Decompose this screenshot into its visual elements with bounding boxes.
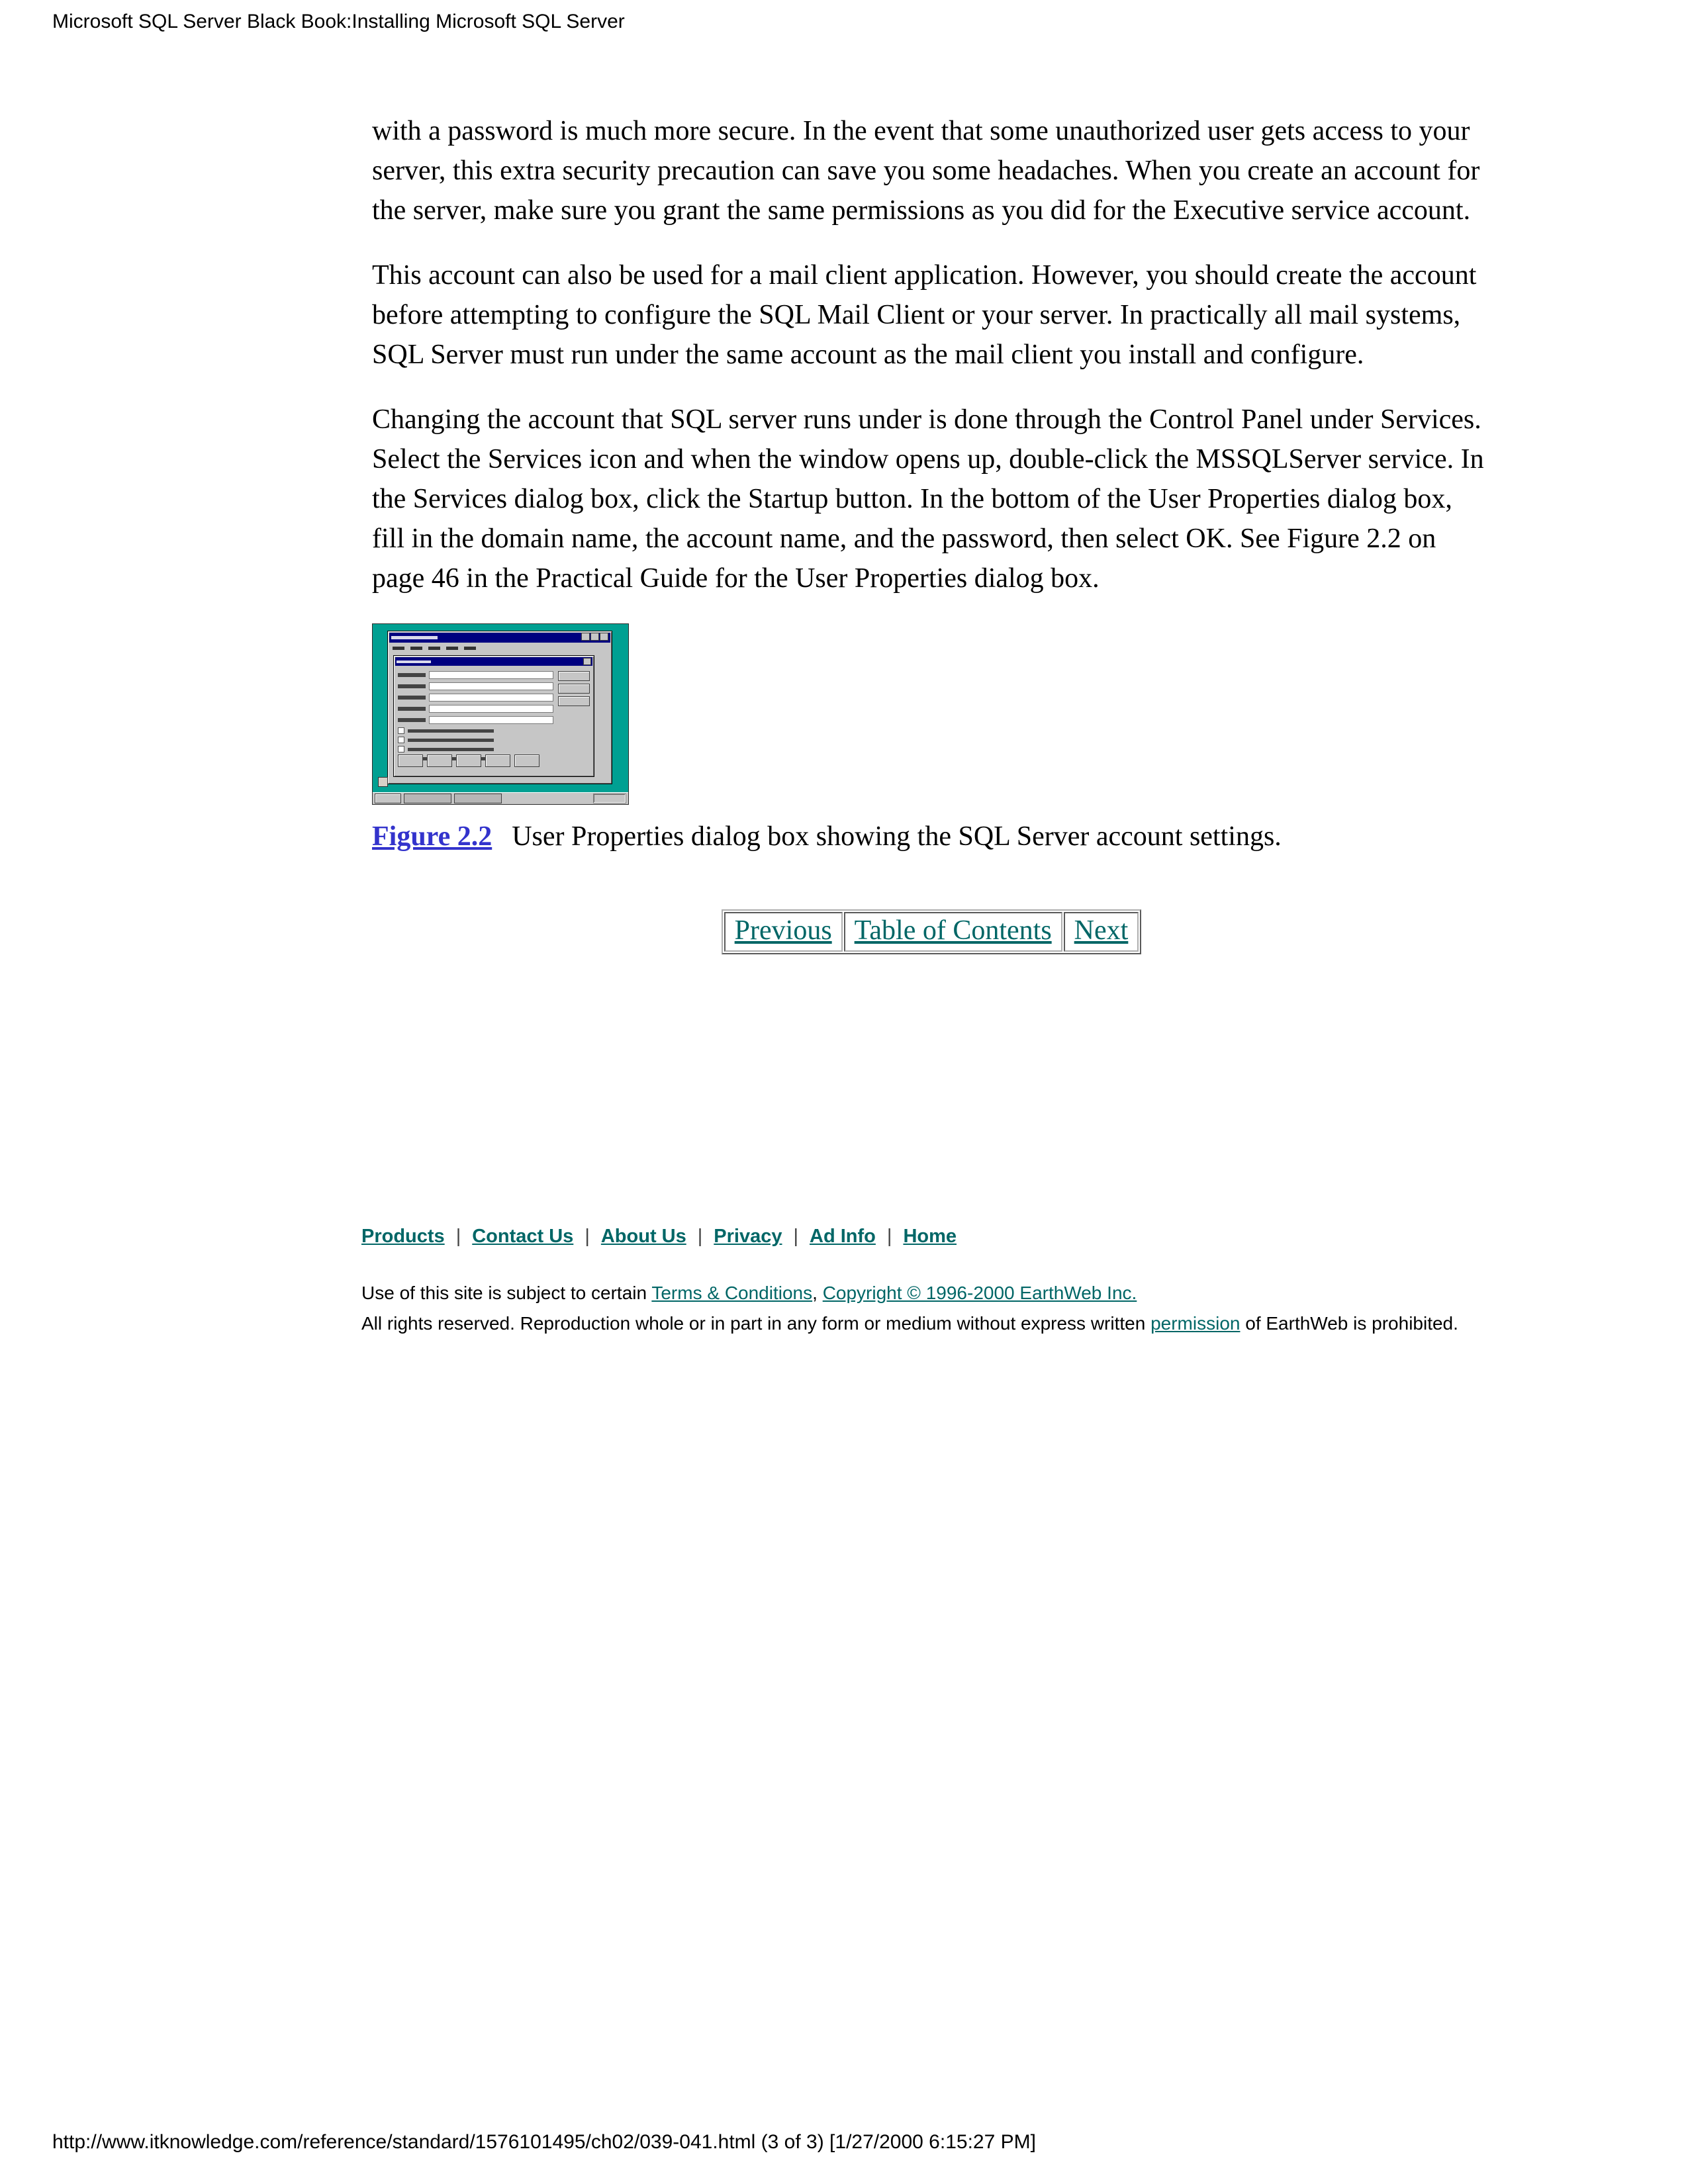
separator: | — [697, 1226, 703, 1247]
table-of-contents-link[interactable]: Table of Contents — [854, 915, 1052, 946]
thumb-task-button — [454, 794, 502, 803]
figure-link[interactable]: Figure 2.2 — [372, 821, 492, 852]
paragraph-2: This account can also be used for a mail client application. However, you should create the account before attempting to configure the SQL Mail Client or your server. In practically all mail systems, SQL Server must run under the same account as the mail client you install and configure. — [372, 260, 1477, 370]
site-footer — [361, 1226, 1593, 1339]
footer-link-products[interactable]: Products — [361, 1226, 445, 1247]
separator: | — [886, 1226, 892, 1247]
thumb-dialog-title — [397, 660, 431, 663]
legal-text-segment-1: Use of this site is subject to certain — [361, 1283, 652, 1303]
footer-link-about-us[interactable]: About Us — [600, 1226, 686, 1247]
figure-block — [372, 623, 1491, 856]
thumb-desktop-icon — [378, 777, 388, 787]
thumb-dialog-buttons — [558, 671, 590, 706]
footer-links — [361, 1226, 1593, 1248]
paragraph-1: with a password is much more secure. In the event that some unauthorized user gets access to your server, this extra security precaution can save you some headaches. When you create an account for the server, make sure you grant the same permissions as you did for the Executive service account. — [372, 116, 1480, 226]
previous-link[interactable]: Previous — [734, 915, 832, 946]
nav-cell-toc — [844, 912, 1062, 952]
thumb-window-controls — [581, 632, 608, 644]
figure-thumbnail[interactable] — [372, 623, 629, 805]
footer-link-home[interactable]: Home — [903, 1226, 957, 1247]
nav-cell-next — [1064, 912, 1139, 952]
thumb-menubar — [389, 644, 610, 652]
legal-text-segment-2: , — [812, 1283, 823, 1303]
footer-link-ad-info[interactable]: Ad Info — [810, 1226, 876, 1247]
thumb-checkbox-row — [398, 737, 590, 743]
document-title: Microsoft SQL Server Black Book:Installing Microsoft SQL Server — [52, 11, 625, 32]
footer-link-contact-us[interactable]: Contact Us — [472, 1226, 574, 1247]
thumb-field-row — [398, 671, 553, 679]
figure-caption-text: User Properties dialog box showing the SQL Server account settings. — [512, 821, 1282, 852]
thumb-start-button — [375, 794, 401, 803]
thumb-field-row — [398, 716, 553, 724]
thumb-user-properties-dialog — [393, 655, 594, 777]
thumb-window — [387, 631, 612, 784]
thumb-checkbox-row — [398, 746, 590, 752]
permission-link[interactable]: permission — [1150, 1313, 1241, 1334]
footer-link-privacy[interactable]: Privacy — [714, 1226, 782, 1247]
thumb-task-button — [404, 794, 451, 803]
nav-cell-previous — [724, 912, 843, 952]
thumb-window-title — [391, 636, 438, 639]
thumb-taskbar — [373, 792, 628, 804]
separator: | — [585, 1226, 590, 1247]
terms-and-conditions-link[interactable]: Terms & Conditions — [651, 1283, 813, 1303]
copyright-link[interactable]: Copyright © 1996-2000 EarthWeb Inc. — [822, 1283, 1137, 1303]
thumb-dialog-body — [394, 667, 594, 771]
main-content — [372, 111, 1491, 954]
thumb-field-row — [398, 705, 553, 713]
thumb-dialog-titlebar — [395, 657, 592, 666]
figure-caption — [372, 817, 1444, 856]
next-link[interactable]: Next — [1074, 915, 1129, 946]
thumb-system-tray — [593, 794, 626, 803]
nav-table — [722, 909, 1142, 954]
thumb-field-row — [398, 694, 553, 702]
thumb-close-icon — [583, 658, 591, 665]
thumb-window-titlebar — [389, 633, 610, 643]
pagination-nav — [372, 909, 1491, 954]
thumb-checkbox-row — [398, 727, 590, 734]
legal-text-segment-4: of EarthWeb is prohibited. — [1240, 1313, 1458, 1334]
paragraph-3: Changing the account that SQL server runs under is done through the Control Panel under Services. Select the Services icon and when the window opens up, double-click the MSSQLServer service. In the Services dialog box, click the Startup button. In the bottom of the User Properties dialog box, fill in the domain name, the account name, and the password, then select OK. See Figure 2.2 on page 46 in the Practical Guide for the User Properties dialog box. — [372, 404, 1484, 594]
separator: | — [793, 1226, 799, 1247]
page-url: http://www.itknowledge.com/reference/standard/1576101495/ch02/039-041.html (3 of 3) [1/27/2000 6:15:27 PM] — [52, 2131, 1036, 2153]
legal-text-segment-3: All rights reserved. Reproduction whole or in part in any form or medium without express written — [361, 1313, 1151, 1334]
separator: | — [455, 1226, 461, 1247]
thumb-bottom-buttons — [398, 754, 539, 767]
thumb-field-row — [398, 682, 553, 690]
legal-text — [361, 1278, 1593, 1339]
